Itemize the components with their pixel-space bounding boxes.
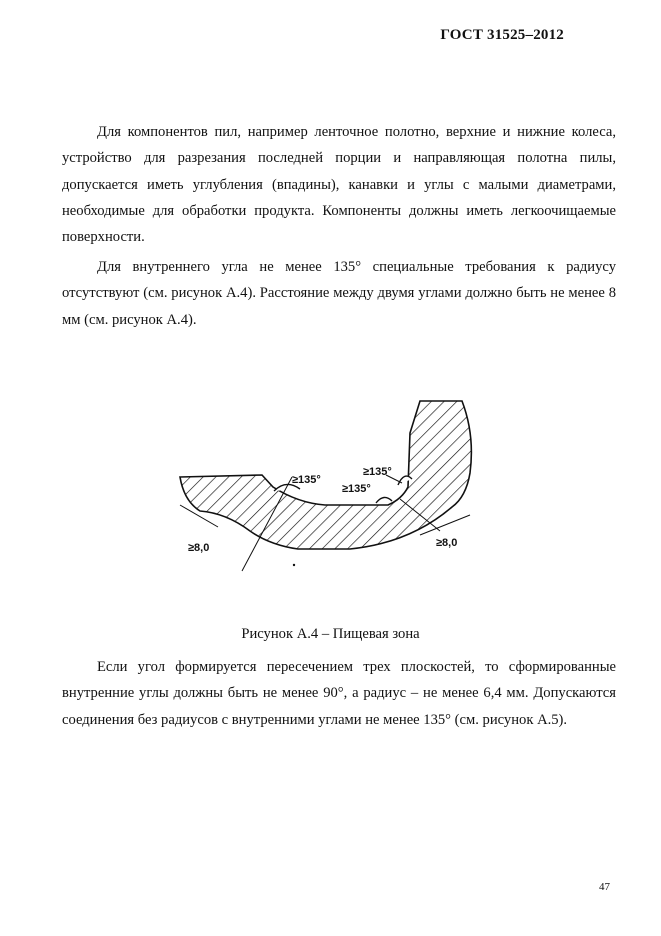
- angle-label-mid: ≥135°: [342, 483, 371, 495]
- page-number: 47: [599, 881, 610, 893]
- reference-dot: [293, 564, 295, 566]
- angle-label-left: ≥135°: [292, 474, 321, 486]
- angle-label-top: ≥135°: [363, 466, 392, 478]
- paragraph-3: Если угол формируется пересечением трех плоскостей, то сформированные внутренние углы должны быть не менее 90°, а радиус – не менее 6,4 мм. Допускаются соединения без радиусов с внутренними углами не менее 135° (см. рисунок А.5).: [62, 659, 616, 728]
- paragraph-2: Для внутреннего угла не менее 135° специальные требования к радиусу отсутствуют (см. рисунок А.4). Расстояние между двумя углами должно быть не менее 8 мм (см. рисунок А.4).: [62, 259, 616, 328]
- component-section: [180, 401, 471, 549]
- figure-caption: Рисунок А.4 – Пищевая зона: [241, 626, 420, 642]
- dimension-label-right: ≥8,0: [436, 537, 458, 549]
- paragraph-1: Для компонентов пил, например ленточное полотно, верхние и нижние колеса, устройство для разрезания последней порции и направляющая полотна пилы, допускается иметь углубления (впадины), канавки и углы с малыми диаметрами, необходимые для обработки продукта. Компоненты должны иметь легкоочищаемые поверхности.: [62, 124, 616, 246]
- figure-food-zone: [170, 395, 490, 580]
- dimension-label-left: ≥8,0: [188, 542, 210, 554]
- angle-arc-mid: [376, 497, 392, 503]
- document-header: ГОСТ 31525–2012: [440, 27, 564, 43]
- food-zone-diagram: [170, 395, 490, 580]
